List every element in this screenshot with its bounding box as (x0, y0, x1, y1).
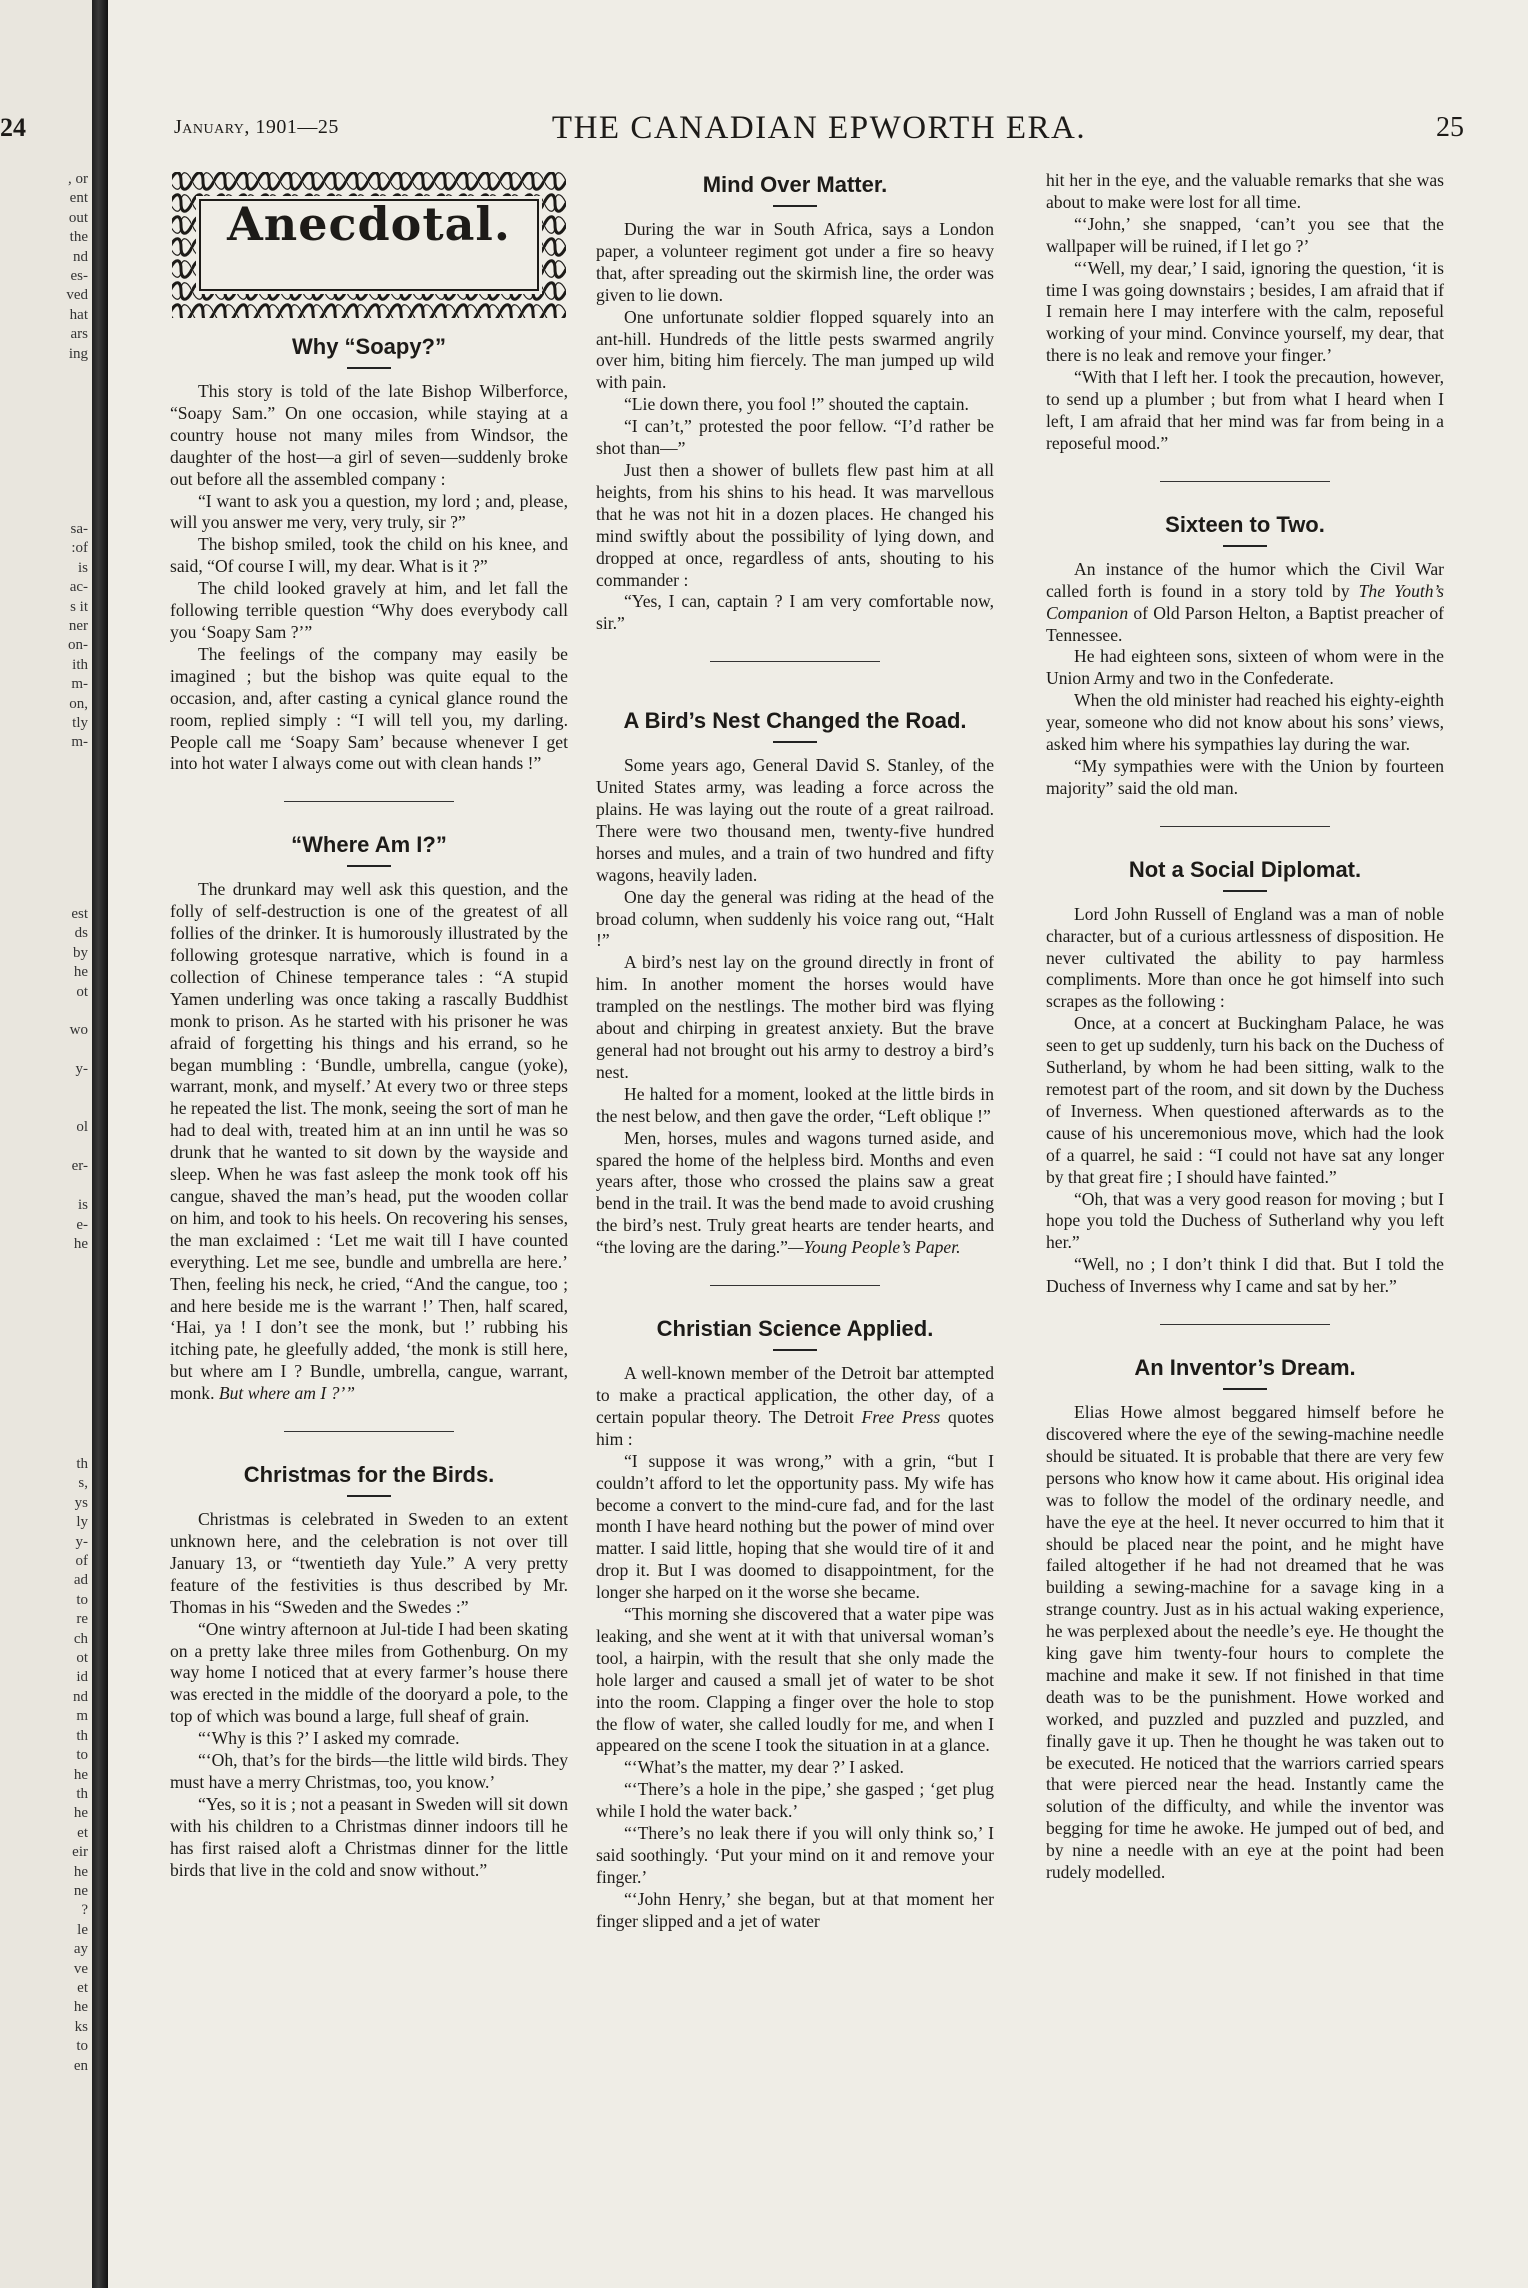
title-rule (773, 205, 817, 207)
paragraph: “I can’t,” protested the poor fellow. “I’d rather be shot than—” (596, 416, 994, 459)
facing-page-text-fragment: est ds by he ot wo y- ol er- is e- he (69, 906, 88, 1252)
title-rule (347, 367, 391, 369)
paragraph: “‘Well, my dear,’ I said, ignoring the question, ‘it is time I was going downstairs ; besides, I am afraid that if I remain here I may interfere with the calm, reposeful working of your mind. Convince yourself, my dear, that there is no leak and remove your finger.’ (1046, 257, 1444, 366)
paragraph-text: The drunkard may well ask this question, and the folly of self-destruction is one of the greatest of all follies of the drinker. It is humorously illustrated by the following grotesque narrative, which is found in a collection of Chinese temperance tales : “A stupid Yamen underling was once taking a rascally Buddhist monk to prison. As he started with his prisoner he was afraid of forgetting his things and his errand, so he began mumbling : ‘Bundle, umbrella, cangue (yoke), warrant, monk, and myself.’ At every two or three steps he repeated the list. The monk, seeing the sort of man he had to deal with, treated him at an inn until he was so drunk that he wanted to sit down by the wayside and sleep. When he was fast asleep the monk took off his cangue, shaved the man’s head, put the wooden collar on him, and took to his heels. On recovering his senses, the man exclaimed : ‘Let me wait till I have counted everything. Let me see, bundle and umbrella are here.’ Then, feeling his neck, he cried, “And the cangue, too ; and here beside me is the warrant !’ Then, half scared, ‘Hai, ya ! I don’t see the monk, but !’ rubbing his itching pate, he gleefully added, ‘the monk is still here, but where am I ? Bundle, umbrella, cangue, warrant, monk. (170, 879, 568, 1404)
section-divider (284, 801, 454, 802)
facing-page-text-fragment: , or ent out the nd es- ved hat ars ing (66, 171, 88, 362)
paragraph: “Lie down there, you fool !” shouted the captain. (624, 394, 969, 415)
section-divider (1160, 481, 1330, 482)
paragraph: The feelings of the company may easily be imagined ; but the bishop was quite equal to the occasion, and, after casting a cynical glance round the room, replied simply : “I will tell you, my darling. People call me ‘Soapy Sam’ because whenever I get into hot water I always come out with clean hands !” (170, 643, 568, 774)
article-title: An Inventor’s Dream. (1134, 1355, 1356, 1381)
paragraph: Christmas is celebrated in Sweden to an extent unknown here, and the celebration is not over till January 13, or “twentieth day Yule.” A very pretty feature of the festivities is thus described by Mr. Thomas in his “Sweden and the Swedes :” (170, 1509, 568, 1617)
paragraph-text: of Old Parson Helton, a Baptist preacher of Tennessee. (1046, 602, 1444, 645)
paragraph: During the war in South Africa, says a London paper, a volunteer regiment got under a fire so heavy that, after spreading out the skirmish line, the order was given to lie down. (596, 219, 994, 305)
paragraph (1046, 559, 1444, 647)
paragraph-text: Men, horses, mules and wagons turned aside, and spared the home of the helpless bird. Months and even years after, those who crossed the plains saw a great bend in the trail. It was the bend made to avoid crushing the bird’s nest. Truly great hearts are tender hearts, and “the loving are the daring.” (596, 1127, 994, 1258)
paragraph: hit her in the eye, and the valuable remarks that she was about to make were lost for all time. (1046, 170, 1444, 212)
paragraph: When the old minister had reached his eighty-eighth year, someone who did not know about his sons’ views, asked him where his sympathies lay during the war. (1046, 690, 1444, 755)
paragraph-text: quotes him : (596, 1406, 994, 1449)
paragraph: “Yes, so it is ; not a peasant in Sweden will sit down with his children to a Christmas dinner indoors till he has first raised aloft a Christmas dinner for the little birds that live in the cold and snow without.” (170, 1793, 568, 1880)
paragraph: “Yes, I can, captain ? I am very comfortable now, sir.” (596, 591, 994, 634)
source-credit: —Young People’s Paper. (788, 1237, 961, 1258)
title-rule (1223, 890, 1267, 892)
running-header (174, 110, 1464, 158)
paragraph: “‘Why is this ?’ I asked my comrade. (198, 1728, 460, 1749)
paragraph: One unfortunate soldier flopped squarely into an ant-hill. Hundreds of the little pests swarmed angrily over him, biting him fiercely. The man jumped up wild with pain. (596, 306, 994, 393)
paragraph: Some years ago, General David S. Stanley, of the United States army, was leading a force across the plains. He was laying out the route of a great railroad. There were two thousand men, twenty-five hundred horses and mules, and a train of two hundred and fifty wagons, heavily laden. (596, 755, 994, 885)
binding-rule (92, 0, 108, 2288)
column-2 (596, 170, 994, 1933)
paragraph-text: An instance of the humor which the Civil War called forth is found in a story told by (1046, 558, 1444, 601)
paragraph: Once, at a concert at Buckingham Palace, he was seen to get up suddenly, turn his back on the Duchess of Sutherland, by whom he had been sitting, walk to the remotest part of the room, and sit down by the Duchess of Inverness. When questioned afterwards as to the cause of his unceremonious move, which had the look of a quarrel, he said : “I could not have sat any longer by that great fire ; I should have fainted.” (1046, 1013, 1444, 1187)
article-title: Christmas for the Birds. (243, 1462, 495, 1488)
paragraph (596, 1363, 994, 1451)
source-name: The Youth’s Companion (1046, 580, 1444, 623)
facing-page-text-fragment: sa- :of is ac- s it ner on- ith m- on, tly m- (68, 521, 88, 751)
title-rule (773, 1349, 817, 1351)
title-rule (1223, 1388, 1267, 1390)
paragraph: One day the general was riding at the head of the broad column, when suddenly his voice rang out, “Halt !” (596, 886, 994, 951)
column-3 (1046, 170, 1444, 1884)
section-divider (1160, 1324, 1330, 1325)
publication-title: THE CANADIAN EPWORTH ERA. (551, 110, 1087, 146)
paragraph: This story is told of the late Bishop Wilberforce, “Soapy Sam.” On one occasion, while staying at a country house not many miles from Windsor, the daughter of the host—a girl of seven—suddenly broke out before all the assembled company : (170, 381, 568, 489)
article-title: Not a Social Diplomat. (1128, 856, 1362, 882)
closing-line: But where am I ?’” (218, 1383, 356, 1404)
newspaper-name: Free Press (861, 1406, 941, 1427)
paragraph (596, 1128, 994, 1259)
paragraph: “I want to ask you a question, my lord ; and, please, will you answer me very, very truly, sir ?” (170, 490, 568, 533)
paragraph: Lord John Russell of England was a man of noble character, but of a curious artlessness of disposition. He never cultivated the ability to pay harmless compliments. More than once he got himself into such scrapes as the following : (1046, 903, 1444, 1012)
section-divider (1160, 826, 1330, 827)
paragraph (170, 879, 568, 1405)
title-rule (347, 865, 391, 867)
paragraph: Elias Howe almost beggared himself before he discovered where the eye of the sewing-machine needle should be situated. It is probable that there are very few persons who know how it came about. His original idea was to follow the model of the ordinary needle, and have the eye at the heel. It never occurred to him that it should be placed near the point, and he might have failed altogether if he had not dreamed that he was building a sewing-machine for a savage king in a strange country. Just as in his actual waking experience, he was perplexed about the needle’s eye. He thought the king gave him twenty-four hours to complete the machine and make it sew. If not finished in that time death was to be the punishment. Howe worked and worked, and puzzled and puzzled and puzzled, and finally gave it up. Then he thought he was taken out to be executed. He noticed that the warriors carried spears that were pierced near the head. Instantly came the solution of the difficulty, and while the inventor was begging for time he awoke. He jumped out of bed, and by nine a needle with an eye at the point had been rudely modelled. (1046, 1402, 1444, 1883)
paragraph: A bird’s nest lay on the ground directly in front of him. In another moment the horses would have trampled on the nestlings. The mother bird was flying about and chirping in greatest anxiety. But the brave general had not brought out his army to destroy a bird’s nest. (596, 952, 994, 1082)
paragraph: “With that I left her. I took the precaution, however, to send up a plumber ; but from what I heard when I left, I am afraid that her mind was far from being in a reposeful mood.” (1046, 367, 1444, 453)
title-rule (1223, 545, 1267, 547)
article-title: Mind Over Matter. (702, 172, 888, 197)
section-divider (284, 1431, 454, 1432)
column-1 (170, 170, 568, 1881)
paragraph: “‘What’s the matter, my dear ?’ I asked. (624, 1757, 904, 1778)
paragraph: He halted for a moment, looked at the little birds in the nest below, and then gave the order, “Left oblique !” (596, 1083, 994, 1126)
paragraph: The child looked gravely at him, and let fall the following terrible question “Why does everybody call you ‘Soapy Sam ?’” (170, 578, 568, 642)
article-title: Christian Science Applied. (656, 1316, 934, 1342)
facing-page-text-fragment: th s, ys ly y- of ad to re ch ot id nd m th to he th he et eir he ne ? le ay ve et he ks to en (72, 1456, 88, 2074)
paragraph: “My sympathies were with the Union by fourteen majority” said the old man. (1046, 755, 1444, 798)
paragraph: “‘John,’ she snapped, ‘can’t you see that the wallpaper will be ruined, if I let go ?’ (1046, 213, 1444, 256)
anecdotal-masthead (170, 170, 568, 320)
paragraph: “I suppose it was wrong,” with a grin, “but I couldn’t afford to let the opportunity pass. My wife has become a convert to the mind-cure fad, and for the last month I have heard nothing but the power of mind over matter. I said little, hoping that she would tire of it and drop it. But I was doomed to disappointment, for the longer she harped on it the worse she became. (596, 1450, 994, 1603)
paragraph: “Well, no ; I don’t think I did that. But I told the Duchess of Inverness why I came and sat by her.” (1046, 1254, 1444, 1297)
article-title: Sixteen to Two. (1165, 511, 1325, 537)
article-title: “Where Am I?” (291, 832, 447, 858)
paragraph: “This morning she discovered that a water pipe was leaking, and she went at it with that universal woman’s tool, a hairpin, with the result that she only made the hole larger and caused a small jet of water to be shot into the room. Clapping a finger over the hole to stop the flow of water, she called loudly for me, and when I appeared on the scene I took the situation in at a glance. (596, 1604, 994, 1756)
anecdotal-heading: Anecdotal. (227, 197, 511, 251)
title-rule (347, 1495, 391, 1497)
facing-page-number: 24 (0, 113, 26, 142)
section-divider (710, 661, 880, 662)
paragraph: Just then a shower of bullets flew past him at all heights, from his shins to his head. It was marvellous that he was not hit in a dozen places. He changed his mind swiftly about the possibility of lying down, and dropped at once, regardless of ants, shouting to his commander : (596, 459, 994, 590)
paragraph: The bishop smiled, took the child on his knee, and said, “Of course I will, my dear. What is it ?” (170, 534, 568, 577)
paragraph: “‘Oh, that’s for the birds—the little wild birds. They must have a merry Christmas, too, you know.’ (170, 1750, 568, 1792)
paragraph-text: A well-known member of the Detroit bar attempted to make a practical application, the other day, of a certain popular theory. The Detroit (596, 1363, 994, 1427)
page-number: 25 (1436, 112, 1464, 143)
article-title: A Bird’s Nest Changed the Road. (623, 708, 967, 734)
paragraph: “‘There’s no leak there if you will only think so,’ I said soothingly. ‘Put your mind on it and remove your finger.’ (596, 1823, 994, 1887)
paragraph: “Oh, that was a very good reason for moving ; but I hope you told the Duchess of Sutherland why you left her.” (1046, 1188, 1444, 1253)
paragraph: “One wintry afternoon at Jul-tide I had been skating on a pretty lake three miles from Gothenburg. On my way home I noticed that at every farmer’s house there was erected in the middle of the dooryard a pole, to the top of which was bound a large, full sheaf of grain. (170, 1618, 568, 1727)
paragraph: He had eighteen sons, sixteen of whom were in the Union Army and two in the Confederate. (1046, 646, 1444, 689)
title-rule (773, 741, 817, 743)
paragraph: “‘John Henry,’ she began, but at that moment her finger slipped and a jet of water (596, 1888, 994, 1931)
article-title: Why “Soapy?” (291, 334, 446, 359)
paragraph: “‘There’s a hole in the pipe,’ she gasped ; ‘get plug while I hold the water back.’ (596, 1779, 994, 1822)
issue-date: January, 1901—25 (174, 116, 339, 138)
section-divider (710, 1285, 880, 1286)
